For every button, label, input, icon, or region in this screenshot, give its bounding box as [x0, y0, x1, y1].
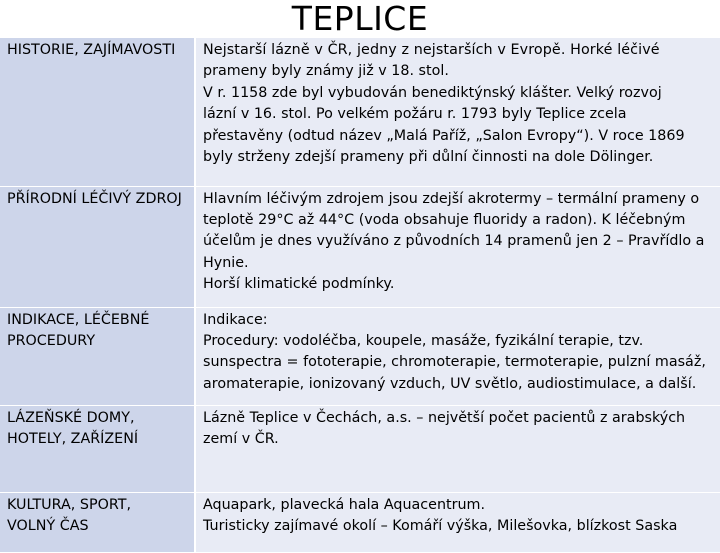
row-value-line: zemí v ČR.	[203, 430, 279, 447]
table-row	[0, 38, 720, 186]
row-label-line: PŘÍRODNÍ LÉČIVÝ ZDROJ	[7, 190, 182, 207]
row-value-line: Aquapark, plavecká hala Aquacentrum.	[203, 496, 486, 513]
row-value-line: Hynie.	[203, 254, 249, 271]
table-row	[0, 405, 720, 492]
row-value-line: prameny byly známy již v 18. stol.	[203, 63, 449, 80]
row-value	[195, 405, 720, 492]
row-value	[195, 307, 720, 405]
row-label-line: KULTURA, SPORT,	[7, 496, 131, 513]
row-value-line: Procedury: vodoléčba, koupele, masáže, fyzikální terapie, tzv.	[203, 332, 644, 349]
row-value-line: teplotě 29°C až 44°C (voda obsahuje fluoridy a radon). K léčebným	[203, 211, 686, 228]
row-value-line: aromaterapie, ionizovaný vzduch, UV světlo, audiostimulace, a další.	[203, 375, 697, 392]
row-label	[0, 186, 195, 307]
row-label-line: VOLNÝ ČAS	[7, 517, 89, 534]
row-label-line: LÁZEŇSKÉ DOMY,	[7, 409, 135, 426]
row-value-line: lázní v 16. stol. Po velkém požáru r. 1793 byly Teplice zcela	[203, 106, 627, 123]
row-label	[0, 38, 195, 186]
row-label-line: HISTORIE, ZAJÍMAVOSTI	[7, 42, 176, 58]
row-value-line: Indikace:	[203, 311, 268, 328]
row-value	[195, 186, 720, 307]
row-value-line: Horší klimatické podmínky.	[203, 276, 395, 293]
row-label	[0, 492, 195, 552]
row-label-line: INDIKACE, LÉČEBNÉ	[7, 311, 150, 328]
slide-title: TEPLICE	[291, 0, 429, 38]
row-value-line: sunspectra = fototerapie, chromoterapie, termoterapie, pulzní masáž,	[203, 354, 706, 371]
row-value-line: byly strženy zdejší prameny při důlní činnosti na dole Dölinger.	[203, 149, 654, 166]
row-value	[195, 492, 720, 552]
table-row	[0, 186, 720, 307]
row-value-line: účelům je dnes využíváno z původních 14 pramenů jen 2 – Pravřídlo a	[203, 233, 705, 250]
row-value-line: přestavěny (odtud název „Malá Paříž, „Salon Evropy“). V roce 1869	[203, 127, 685, 144]
row-label-line: HOTELY, ZAŘÍZENÍ	[7, 430, 139, 447]
row-value-line: Lázně Teplice v Čechách, a.s. – největší počet pacientů z arabských	[203, 409, 686, 426]
row-value-line: Hlavním léčivým zdrojem jsou zdejší akrotermy – termální prameny o	[203, 190, 700, 207]
row-value	[195, 38, 720, 186]
row-label	[0, 405, 195, 492]
info-table	[0, 38, 720, 553]
table-row	[0, 307, 720, 405]
row-value-line: Nejstarší lázně v ČR, jedny z nejstarších v Evropě. Horké léčivé	[203, 42, 660, 58]
row-label-line: PROCEDURY	[7, 332, 96, 349]
row-label	[0, 307, 195, 405]
row-value-line: V r. 1158 zde byl vybudován benediktýnský klášter. Velký rozvoj	[203, 84, 662, 101]
table-row	[0, 492, 720, 552]
row-value-line: Turisticky zajímavé okolí – Komáří výška, Milešovka, blízkost Saska	[203, 517, 678, 534]
